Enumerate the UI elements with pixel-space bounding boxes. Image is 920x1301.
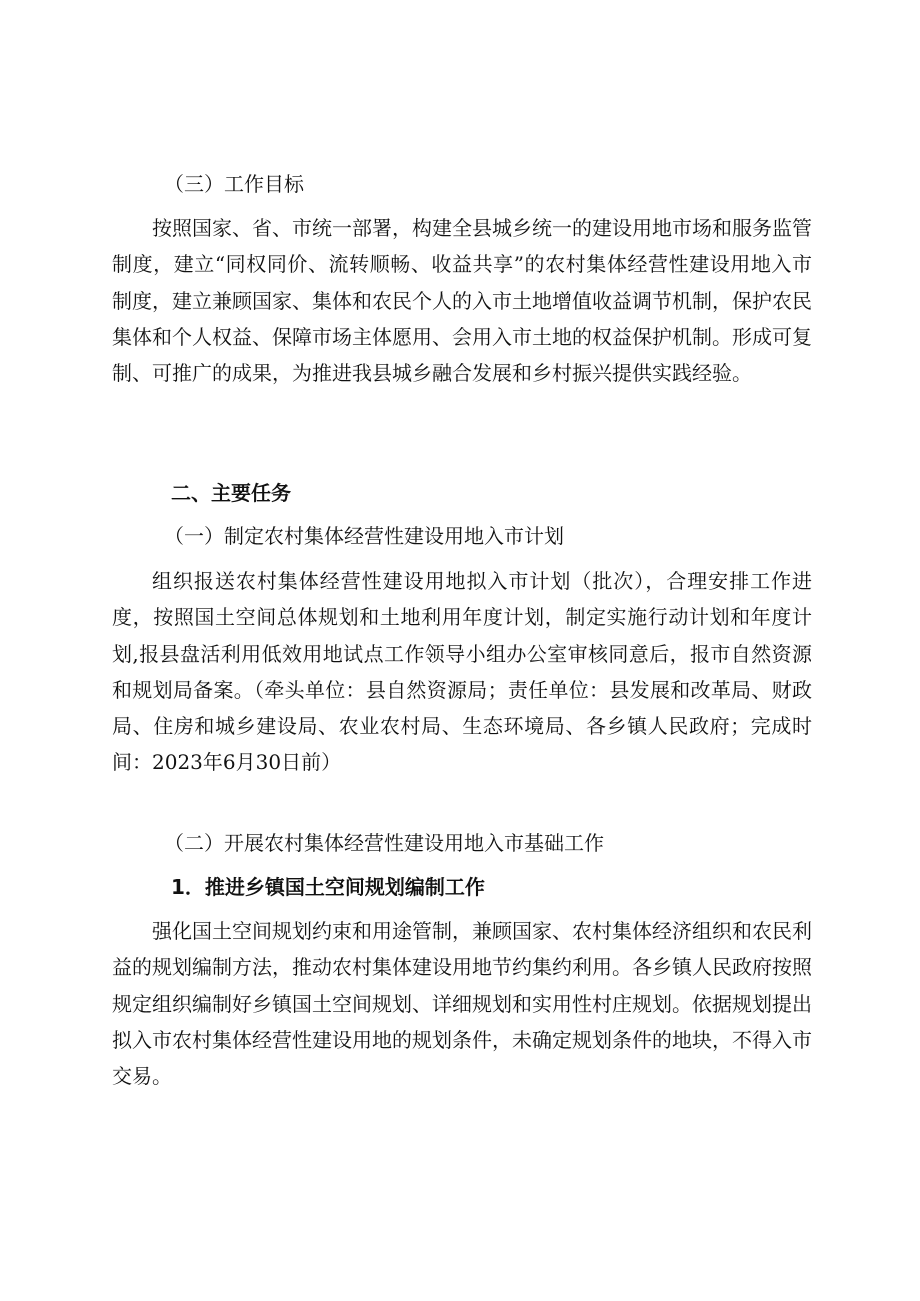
task1-body: 组织报送农村集体经营性建设用地拟入市计划（批次），合理安排工作进度，按照国土空间总体规划和土地利用年度计划，制定实施行动计划和年度计划,报县盘活利用低效用地试点工作领导小组办公室审核同意后，报市自然资源和规划局备案。（牵头单位：县自然资源局；责任单位：县发展和改革局、财政局、住房和城乡建设局、农业农村局、生态环境局、各乡镇人民政府；完成时间：2023年6月30日前） xyxy=(112,569,812,775)
task1-heading: （一）制定农村集体经营性建设用地入市计划 xyxy=(164,524,564,548)
task1-body-block xyxy=(112,563,812,781)
section3-heading-block xyxy=(112,166,812,202)
section3-heading: （三）工作目标 xyxy=(164,172,304,196)
section3-body: 按照国家、省、市统一部署，构建全县城乡统一的建设用地市场和服务监管制度，建立“同权同价、流转顺畅、收益共享”的农村集体经营性建设用地入市制度，建立兼顾国家、集体和农民个人的入市土地增值收益调节机制，保护农民集体和个人权益、保障市场主体愿用、会用入市土地的权益保护机制。形成可复制、可推广的成果，为推进我县城乡融合发展和乡村振兴提供实践经验。 xyxy=(112,216,812,386)
main-tasks-heading-block xyxy=(112,475,812,511)
task2-item1-body: 强化国土空间规划约束和用途管制，兼顾国家、农村集体经济组织和农民利益的规划编制方法，推动农村集体建设用地节约集约利用。各乡镇人民政府按照规定组织编制好乡镇国土空间规划、详细规划和实用性村庄规划。依据规划提出拟入市农村集体经营性建设用地的规划条件，未确定规划条件的地块，不得入市交易。 xyxy=(112,919,812,1089)
task2-heading: （二）开展农村集体经营性建设用地入市基础工作 xyxy=(164,831,604,855)
task2-heading-block xyxy=(112,825,812,861)
task2-item1-heading-block xyxy=(112,869,812,905)
task2-item1-body-block xyxy=(112,913,812,1094)
task1-heading-block xyxy=(112,518,812,554)
main-tasks-heading: 二、主要任务 xyxy=(171,481,291,505)
section3-body-block xyxy=(112,210,812,391)
task2-item1-heading: 1．推进乡镇国土空间规划编制工作 xyxy=(171,875,485,899)
